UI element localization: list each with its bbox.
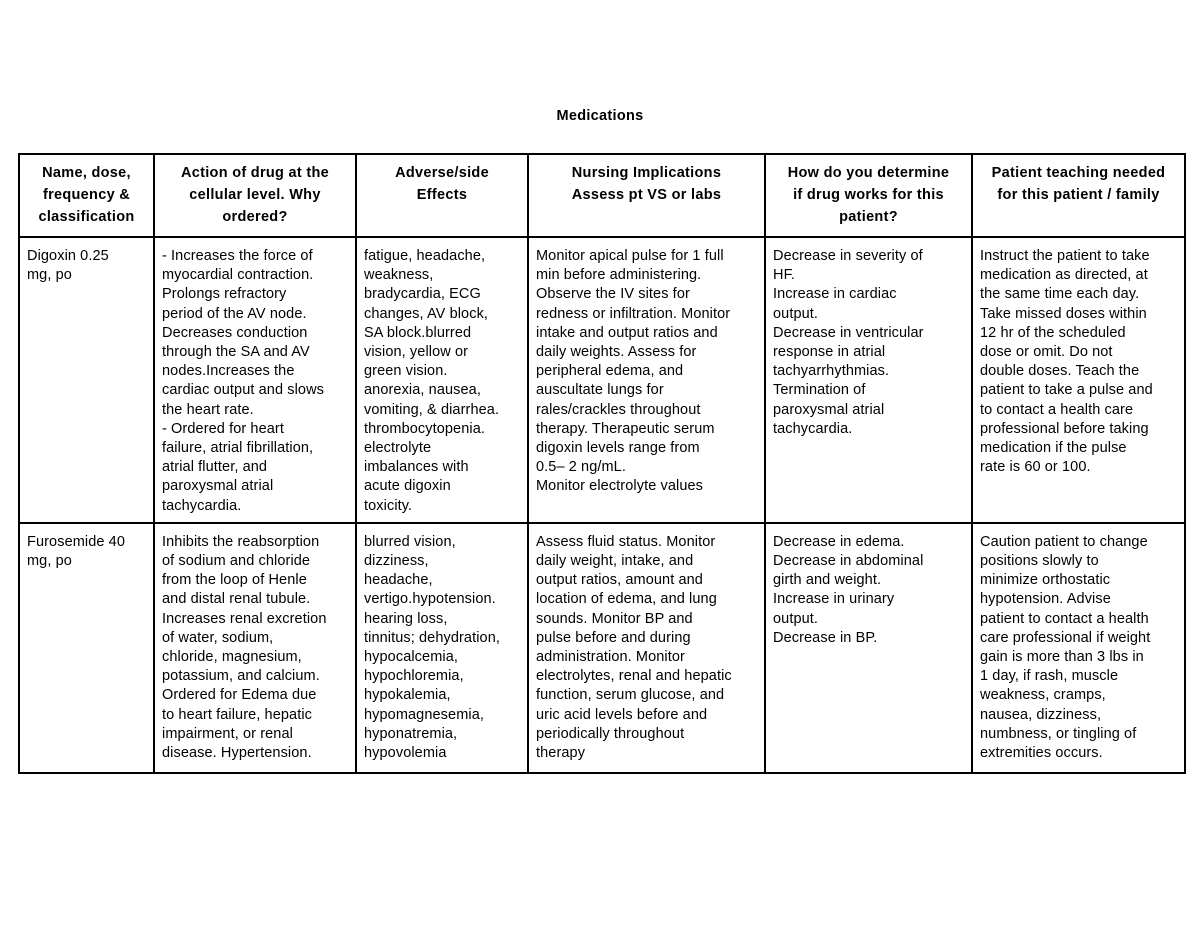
cell-name-dose: Digoxin 0.25 mg, po xyxy=(19,237,154,523)
table-row xyxy=(19,237,1185,523)
header-label: Nursing Implications Assess pt VS or labs xyxy=(571,165,722,203)
header-action xyxy=(154,154,356,237)
header-label: Patient teaching needed for this patient / family xyxy=(991,165,1166,203)
header-label: Action of drug at the cellular level. Why ordered? xyxy=(180,165,330,225)
cell-nursing-implications: Assess fluid status. Monitor daily weight, intake, and output ratios, amount and location of edema, and lung sounds. Monitor BP and pulse before and during administration. Monitor electrolytes, renal and hepatic function, serum glucose, and uric acid levels before and periodically throughout therapy xyxy=(528,523,765,773)
header-effectiveness xyxy=(765,154,972,237)
cell-effectiveness: Decrease in severity of HF. Increase in cardiac output. Decrease in ventricular response in atrial tachyarrhythmias. Termination of paroxysmal atrial tachycardia. xyxy=(765,237,972,523)
table-header-row xyxy=(19,154,1185,237)
header-label: Name, dose, frequency & classification xyxy=(38,165,135,225)
cell-action: - Increases the force of myocardial contraction. Prolongs refractory period of the AV node. Decreases conduction through the SA and AV nodes.Increases the cardiac output and slows the heart rate. - Ordered for heart failure, atrial fibrillation, atrial flutter, and paroxysmal atrial tachycardia. xyxy=(154,237,356,523)
table-row xyxy=(19,523,1185,773)
cell-effectiveness: Decrease in edema. Decrease in abdominal girth and weight. Increase in urinary output. Decrease in BP. xyxy=(765,523,972,773)
cell-name-dose: Furosemide 40 mg, po xyxy=(19,523,154,773)
medications-table xyxy=(18,153,1186,774)
cell-patient-teaching: Caution patient to change positions slowly to minimize orthostatic hypotension. Advise patient to contact a health care professional if weight gain is more than 3 lbs in 1 day, if rash, muscle weakness, cramps, nausea, dizziness, numbness, or tingling of extremities occurs. xyxy=(972,523,1185,773)
header-patient-teaching xyxy=(972,154,1185,237)
cell-nursing-implications: Monitor apical pulse for 1 full min before administering. Observe the IV sites for redness or infiltration. Monitor intake and output ratios and daily weights. Assess for peripheral edema, and auscultate lungs for rales/crackles throughout therapy. Therapeutic serum digoxin levels range from 0.5– 2 ng/mL. Monitor electrolyte values xyxy=(528,237,765,523)
header-nursing-implications xyxy=(528,154,765,237)
header-name-dose xyxy=(19,154,154,237)
cell-action: Inhibits the reabsorption of sodium and chloride from the loop of Henle and distal renal tubule. Increases renal excretion of water, sodium, chloride, magnesium, potassium, and calcium. Ordered for Edema due to heart failure, hepatic impairment, or renal disease. Hypertension. xyxy=(154,523,356,773)
cell-patient-teaching: Instruct the patient to take medication as directed, at the same time each day. Take missed doses within 12 hr of the scheduled dose or omit. Do not double doses. Teach the patient to take a pulse and to contact a health care professional before taking medication if the pulse rate is 60 or 100. xyxy=(972,237,1185,523)
header-label: Adverse/side Effects xyxy=(395,165,489,203)
cell-adverse-effects: blurred vision, dizziness, headache, vertigo.hypotension. hearing loss, tinnitus; dehydration, hypocalcemia, hypochloremia, hypokalemia, hypomagnesemia, hyponatremia, hypovolemia xyxy=(356,523,528,773)
page-title: Medications xyxy=(556,108,644,124)
header-label: How do you determine if drug works for this patient? xyxy=(787,165,950,225)
header-adverse-effects xyxy=(356,154,528,237)
cell-adverse-effects: fatigue, headache, weakness, bradycardia, ECG changes, AV block, SA block.blurred vision, yellow or green vision. anorexia, nausea, vomiting, & diarrhea. thrombocytopenia. electrolyte imbalances with acute digoxin toxicity. xyxy=(356,237,528,523)
